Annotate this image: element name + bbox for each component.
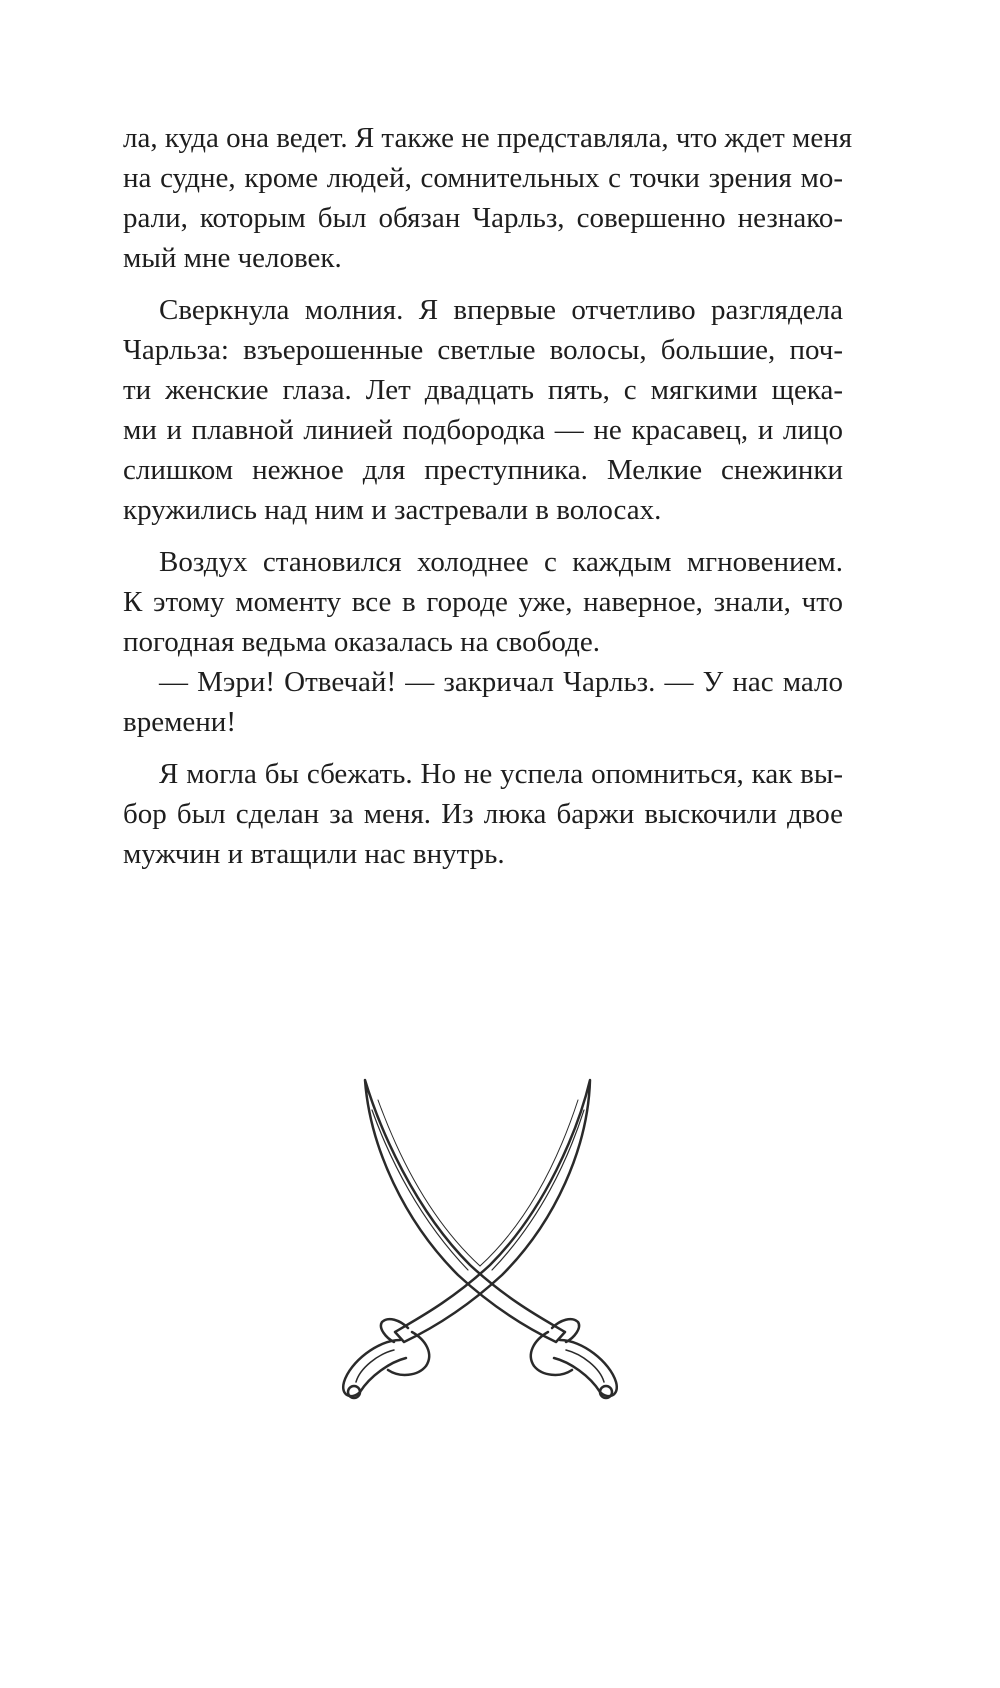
text-line: времени! <box>123 706 236 738</box>
text-line: на судне, кроме людей, сомнительных с точки зрения мо- <box>123 162 843 194</box>
text-line: Чарльза: взъерошенные светлые волосы, большие, поч- <box>123 334 843 366</box>
text-line: ми и плавной линией подбородка — не красавец, и лицо <box>123 414 843 446</box>
text-line: мужчин и втащили нас внутрь. <box>123 838 505 870</box>
text-line: — Мэри! Отвечай! — закричал Чарльз. — У нас мало <box>159 666 843 698</box>
text-line: рали, которым был обязан Чарльз, совершенно незнако- <box>123 202 843 234</box>
crossed-sabers-icon <box>320 1070 640 1400</box>
text-line: ти женские глаза. Лет двадцать пять, с мягкими щека- <box>123 374 843 406</box>
text-line: кружились над ним и застревали в волосах. <box>123 494 662 526</box>
text-line: Сверкнула молния. Я впервые отчетливо разглядела <box>159 294 843 326</box>
text-line: К этому моменту все в городе уже, наверное, знали, что <box>123 586 843 618</box>
text-line: слишком нежное для преступника. Мелкие снежинки <box>123 454 843 486</box>
text-line: ла, куда она ведет. Я также не представляла, что ждет меня <box>123 122 853 154</box>
text-line: бор был сделан за меня. Из люка баржи выскочили двое <box>123 798 843 830</box>
text-line: Я могла бы сбежать. Но не успела опомниться, как вы- <box>159 758 843 790</box>
text-line: Воздух становился холоднее с каждым мгновением. <box>159 546 843 578</box>
page-text <box>123 118 853 874</box>
left-saber-blade <box>365 1080 565 1342</box>
text-line: погодная ведьма оказалась на свободе. <box>123 626 600 658</box>
text-line: мый мне человек. <box>123 242 342 274</box>
